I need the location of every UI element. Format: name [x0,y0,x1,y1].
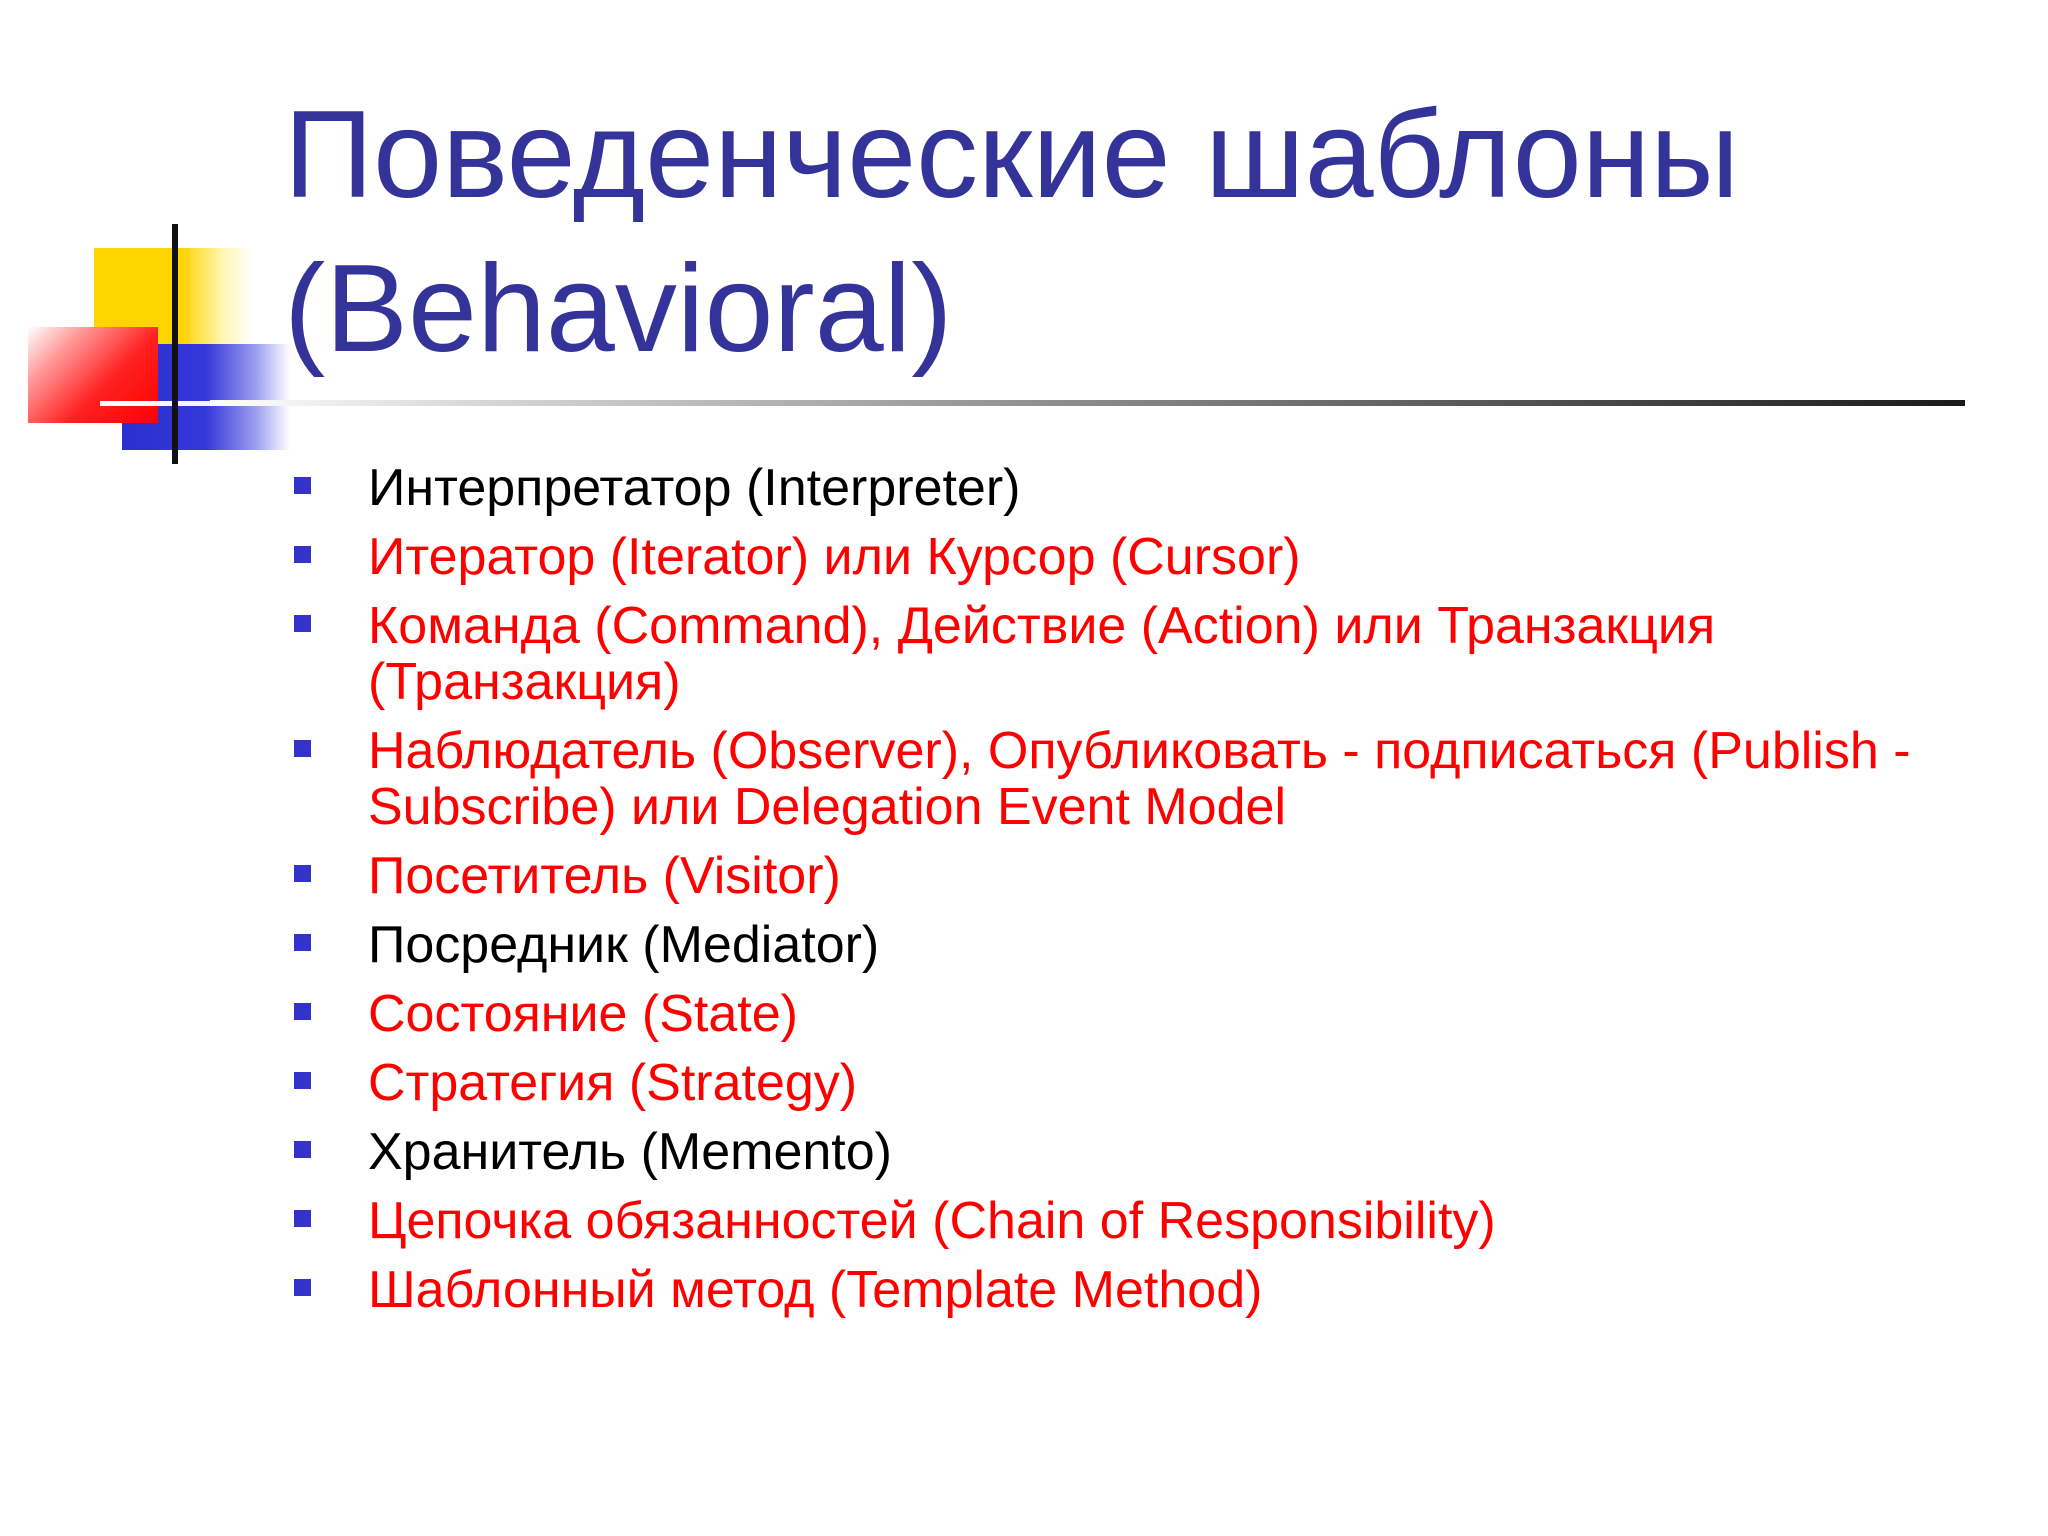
list-item [290,460,1990,516]
title-underline [210,400,1965,406]
square-bullet-icon [294,1072,311,1089]
list-item [290,986,1990,1042]
square-bullet-icon [294,1003,311,1020]
list-item-text: Состояние (State) [368,985,798,1043]
square-bullet-icon [294,740,311,757]
list-item [290,723,1990,835]
list-item-text: Посетитель (Visitor) [368,847,841,905]
list-item-text: Интерпретатор (Interpreter) [368,459,1021,517]
list-item [290,598,1990,710]
red-square-decoration [28,327,158,423]
list-item [290,848,1990,904]
square-bullet-icon [294,1210,311,1227]
vertical-line-decoration [172,224,178,464]
list-item-text: Команда (Command), Действие (Action) или Транзакция (Транзакция) [368,597,1716,711]
square-bullet-icon [294,615,311,632]
square-bullet-icon [294,1141,311,1158]
list-item [290,529,1990,585]
list-item-text: Итератор (Iterator) или Курсор (Cursor) [368,528,1301,586]
square-bullet-icon [294,546,311,563]
pattern-list [290,460,1990,1331]
title-line-2: (Behavioral) [284,240,953,378]
square-bullet-icon [294,865,311,882]
list-item-text: Хранитель (Memento) [368,1123,892,1181]
square-bullet-icon [294,1279,311,1296]
list-item [290,917,1990,973]
list-item-text: Посредник (Mediator) [368,916,880,974]
slide-title [284,78,1984,386]
list-item-text: Цепочка обязанностей (Chain of Responsibility) [368,1192,1496,1250]
list-item-text: Наблюдатель (Observer), Опубликовать - подписаться (Publish - Subscribe) или Delegation Event Model [368,722,1911,836]
list-item [290,1055,1990,1111]
list-item-text: Стратегия (Strategy) [368,1054,858,1112]
list-item-text: Шаблонный метод (Template Method) [368,1261,1263,1319]
square-bullet-icon [294,477,311,494]
list-item [290,1124,1990,1180]
title-line-1: Поведенческие шаблоны [284,86,1740,224]
square-bullet-icon [294,934,311,951]
list-item [290,1193,1990,1249]
list-item [290,1262,1990,1318]
